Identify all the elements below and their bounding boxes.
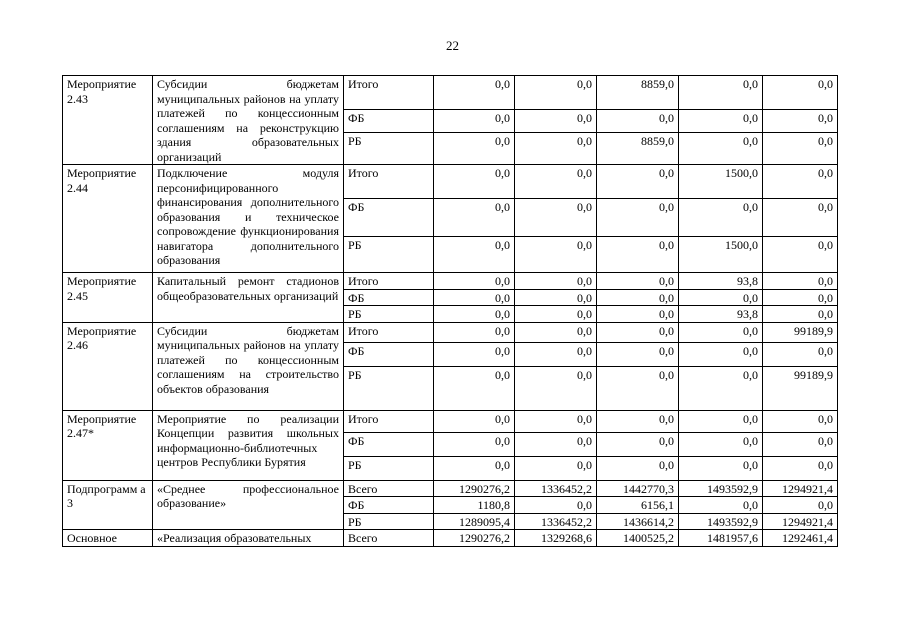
year-value-1: 0,0: [434, 237, 515, 273]
year-value-2: 1329268,6: [515, 530, 597, 547]
year-value-5: 0,0: [763, 497, 838, 514]
page-number: 22: [446, 38, 459, 53]
year-value-1: 0,0: [434, 273, 515, 290]
year-value-3: 8859,0: [597, 76, 679, 110]
table-row: [63, 165, 838, 199]
year-value-1: 0,0: [434, 342, 515, 366]
year-value-2: 0,0: [515, 132, 597, 164]
year-value-4: 0,0: [679, 289, 763, 306]
budget-table-body: [63, 76, 838, 547]
year-value-5: 0,0: [763, 432, 838, 456]
year-value-3: 0,0: [597, 432, 679, 456]
year-value-5: 1294921,4: [763, 480, 838, 497]
year-value-3: 0,0: [597, 342, 679, 366]
year-value-2: 0,0: [515, 322, 597, 342]
year-value-4: 0,0: [679, 456, 763, 480]
year-value-5: 0,0: [763, 199, 838, 237]
activity-code: Мероприятие 2.47*: [63, 410, 153, 480]
year-value-1: 0,0: [434, 289, 515, 306]
activity-code: Мероприятие 2.43: [63, 76, 153, 165]
year-value-2: 0,0: [515, 237, 597, 273]
year-value-2: 0,0: [515, 273, 597, 290]
funding-source: РБ: [344, 366, 434, 410]
year-value-3: 0,0: [597, 366, 679, 410]
year-value-1: 0,0: [434, 432, 515, 456]
year-value-5: 0,0: [763, 342, 838, 366]
year-value-2: 0,0: [515, 342, 597, 366]
year-value-2: 0,0: [515, 199, 597, 237]
table-row: [63, 273, 838, 290]
year-value-2: 0,0: [515, 497, 597, 514]
year-value-5: 99189,9: [763, 322, 838, 342]
year-value-1: 0,0: [434, 322, 515, 342]
year-value-3: 0,0: [597, 306, 679, 323]
year-value-4: 0,0: [679, 366, 763, 410]
table-row: [63, 322, 838, 342]
year-value-4: 0,0: [679, 410, 763, 432]
year-value-4: 0,0: [679, 322, 763, 342]
activity-code: Подпрограмм а 3: [63, 480, 153, 530]
year-value-4: 0,0: [679, 110, 763, 132]
year-value-5: 1292461,4: [763, 530, 838, 547]
year-value-3: 0,0: [597, 410, 679, 432]
year-value-5: 0,0: [763, 410, 838, 432]
activity-name: Подключение модуля персонифицированного финансирования дополнительного образования и техническое сопровождение функционирования навигатора дополнительного образования: [153, 165, 344, 273]
year-value-5: 0,0: [763, 237, 838, 273]
funding-source: РБ: [344, 306, 434, 323]
funding-source: РБ: [344, 456, 434, 480]
year-value-1: 1289095,4: [434, 513, 515, 530]
year-value-4: 0,0: [679, 76, 763, 110]
year-value-2: 0,0: [515, 306, 597, 323]
activity-code: Мероприятие 2.44: [63, 165, 153, 273]
year-value-2: 0,0: [515, 366, 597, 410]
activity-code: Мероприятие 2.46: [63, 322, 153, 410]
funding-source: ФБ: [344, 497, 434, 514]
funding-source: Итого: [344, 165, 434, 199]
year-value-5: 99189,9: [763, 366, 838, 410]
year-value-2: 0,0: [515, 165, 597, 199]
funding-source: РБ: [344, 513, 434, 530]
table-row: [63, 76, 838, 110]
table-row: [63, 410, 838, 432]
activity-name: Субсидии бюджетам муниципальных районов на уплату платежей по концессионным соглашениям на реконструкцию здания образовательных организаций: [153, 76, 344, 165]
year-value-3: 8859,0: [597, 132, 679, 164]
year-value-1: 0,0: [434, 199, 515, 237]
funding-source: Итого: [344, 273, 434, 290]
year-value-3: 1400525,2: [597, 530, 679, 547]
year-value-4: 0,0: [679, 342, 763, 366]
year-value-4: 0,0: [679, 432, 763, 456]
year-value-5: 0,0: [763, 110, 838, 132]
year-value-2: 0,0: [515, 76, 597, 110]
year-value-2: 1336452,2: [515, 513, 597, 530]
year-value-3: 0,0: [597, 456, 679, 480]
year-value-3: 0,0: [597, 289, 679, 306]
funding-source: ФБ: [344, 432, 434, 456]
activity-name: «Реализация образовательных: [153, 530, 344, 547]
year-value-3: 1436614,2: [597, 513, 679, 530]
year-value-1: 1180,8: [434, 497, 515, 514]
activity-name: «Среднее профессиональное образование»: [153, 480, 344, 530]
year-value-4: 1500,0: [679, 237, 763, 273]
funding-source: Итого: [344, 410, 434, 432]
year-value-5: 0,0: [763, 289, 838, 306]
funding-source: Итого: [344, 76, 434, 110]
year-value-4: 93,8: [679, 273, 763, 290]
year-value-4: 1493592,9: [679, 480, 763, 497]
year-value-5: 0,0: [763, 165, 838, 199]
activity-code: Основное: [63, 530, 153, 547]
funding-source: ФБ: [344, 199, 434, 237]
year-value-5: 0,0: [763, 273, 838, 290]
year-value-5: 1294921,4: [763, 513, 838, 530]
funding-source: Итого: [344, 322, 434, 342]
funding-source: ФБ: [344, 289, 434, 306]
year-value-2: 0,0: [515, 456, 597, 480]
year-value-3: 0,0: [597, 273, 679, 290]
year-value-3: 6156,1: [597, 497, 679, 514]
year-value-1: 0,0: [434, 132, 515, 164]
year-value-2: 0,0: [515, 110, 597, 132]
year-value-1: 1290276,2: [434, 480, 515, 497]
year-value-5: 0,0: [763, 306, 838, 323]
year-value-4: 0,0: [679, 132, 763, 164]
year-value-3: 1442770,3: [597, 480, 679, 497]
year-value-1: 0,0: [434, 165, 515, 199]
year-value-4: 1481957,6: [679, 530, 763, 547]
activity-name: Капитальный ремонт стадионов общеобразовательных организаций: [153, 273, 344, 323]
activity-name: Мероприятие по реализации Концепции развития школьных информационно-библиотечных центров Республики Бурятия: [153, 410, 344, 480]
year-value-1: 0,0: [434, 110, 515, 132]
year-value-3: 0,0: [597, 110, 679, 132]
year-value-1: 1290276,2: [434, 530, 515, 547]
year-value-2: 0,0: [515, 432, 597, 456]
activity-name: Субсидии бюджетам муниципальных районов на уплату платежей по концессионным соглашениям на строительство объектов образования: [153, 322, 344, 410]
table-row: [63, 480, 838, 497]
activity-code: Мероприятие 2.45: [63, 273, 153, 323]
funding-source: Всего: [344, 530, 434, 547]
year-value-1: 0,0: [434, 306, 515, 323]
year-value-3: 0,0: [597, 199, 679, 237]
year-value-1: 0,0: [434, 456, 515, 480]
year-value-3: 0,0: [597, 165, 679, 199]
funding-source: ФБ: [344, 342, 434, 366]
budget-table: [62, 75, 838, 547]
year-value-2: 0,0: [515, 410, 597, 432]
funding-source: РБ: [344, 237, 434, 273]
year-value-5: 0,0: [763, 132, 838, 164]
year-value-1: 0,0: [434, 366, 515, 410]
year-value-2: 1336452,2: [515, 480, 597, 497]
year-value-3: 0,0: [597, 237, 679, 273]
year-value-1: 0,0: [434, 410, 515, 432]
year-value-5: 0,0: [763, 76, 838, 110]
year-value-4: 93,8: [679, 306, 763, 323]
year-value-4: 1493592,9: [679, 513, 763, 530]
table-row: [63, 530, 838, 547]
year-value-3: 0,0: [597, 322, 679, 342]
year-value-4: 0,0: [679, 497, 763, 514]
funding-source: Всего: [344, 480, 434, 497]
year-value-1: 0,0: [434, 76, 515, 110]
year-value-2: 0,0: [515, 289, 597, 306]
year-value-5: 0,0: [763, 456, 838, 480]
year-value-4: 0,0: [679, 199, 763, 237]
funding-source: РБ: [344, 132, 434, 164]
year-value-4: 1500,0: [679, 165, 763, 199]
funding-source: ФБ: [344, 110, 434, 132]
